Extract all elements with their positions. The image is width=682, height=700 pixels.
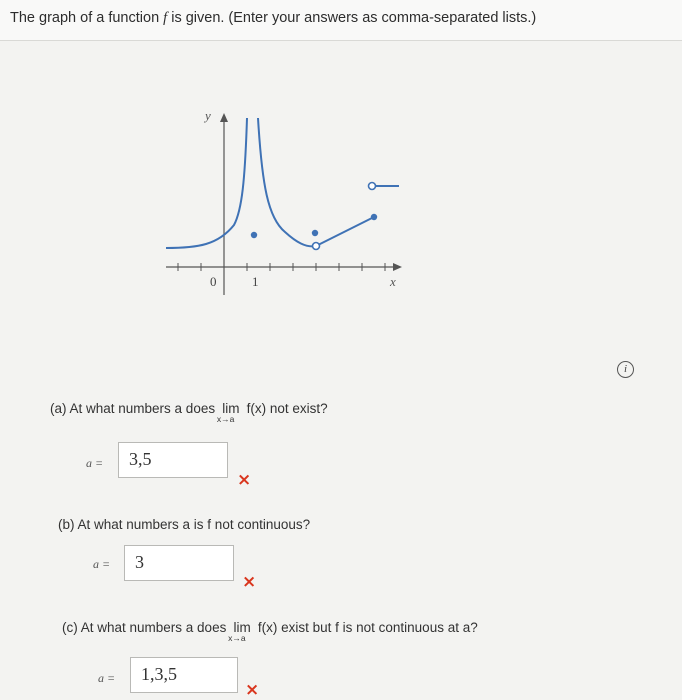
part-c-incorrect-icon: × — [245, 680, 260, 700]
part-b-a-label: a = — [93, 557, 111, 571]
part-c-question: (c) At what numbers a does lim x→a f(x) exist but f is not continuous at a? — [62, 620, 478, 643]
open-circle-x4 — [313, 243, 320, 250]
part-a-incorrect-icon: × — [237, 470, 252, 490]
x-axis-label: x — [390, 274, 396, 289]
tick-label-1: 1 — [252, 274, 259, 289]
part-b-question: (b) At what numbers a is f not continuous? — [58, 517, 311, 532]
part-a-a-label: a = — [86, 456, 104, 470]
part-a-question: (a) At what numbers a does lim x→a f(x) not exist? — [50, 401, 328, 424]
open-endpoint-x6 — [369, 183, 376, 190]
isolated-point-x4 — [312, 230, 318, 236]
function-graph — [150, 100, 410, 300]
info-icon[interactable]: i — [617, 361, 634, 378]
question-prompt: The graph of a function f is given. (Enter your answers as comma-separated lists.) — [10, 10, 537, 26]
curve-left-branch — [166, 118, 247, 248]
part-b-answer-input[interactable]: 3 — [124, 545, 234, 581]
question-header — [0, 0, 682, 41]
isolated-point-x2 — [251, 232, 257, 238]
part-b-incorrect-icon: × — [242, 572, 257, 592]
closed-endpoint-x6 — [371, 214, 377, 220]
part-c-answer-input[interactable]: 1,3,5 — [130, 657, 238, 693]
y-axis-arrow — [220, 113, 228, 122]
tick-label-0: 0 — [210, 274, 217, 289]
curve-right-branch — [258, 118, 316, 246]
part-a-answer-input[interactable]: 3,5 — [118, 442, 228, 478]
y-axis-label: y — [205, 108, 211, 123]
part-c-a-label: a = — [98, 671, 116, 685]
line-segment — [316, 217, 374, 246]
x-axis-arrow — [393, 263, 402, 271]
